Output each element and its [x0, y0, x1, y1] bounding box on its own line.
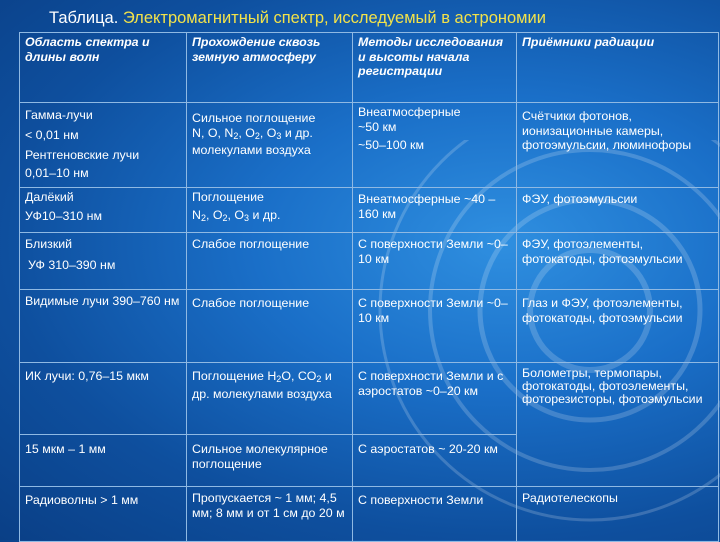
title-rest: Электромагнитный спектр, исследуемый в астрономии [122, 9, 546, 27]
cell-region: 15 мкм – 1 мм [20, 435, 187, 487]
cell-line: молекулами воздуха [192, 143, 311, 158]
table-header-row [20, 33, 719, 103]
cell-atmosphere: Слабое поглощение [187, 290, 353, 363]
text-part: , O [205, 207, 223, 222]
cell-line: УФ10–310 нм [25, 208, 103, 223]
cell-line: Близкий [25, 237, 73, 251]
text-part: , O [259, 125, 277, 140]
subscript: 2 [233, 130, 239, 141]
cell-receivers: Болометры, термопары, фотокатоды, фотоэлементы, фоторезисторы, фотоэмульсии [517, 363, 719, 487]
cell-methods [353, 103, 517, 188]
text-part: и др. молекулами воздуха [192, 369, 332, 401]
slide-title [49, 6, 546, 30]
text-part: N, O, N [192, 125, 234, 140]
cell-line: Далёкий [25, 190, 74, 204]
cell-line: 0,01–10 нм [25, 166, 89, 180]
cell-methods: С аэростатов ~ 20-20 км [353, 435, 517, 487]
header-cell-region: Область спектра и длины волн [20, 33, 187, 103]
cell-atmosphere [187, 363, 353, 435]
subscript: 2 [316, 374, 322, 384]
cell-region: ИК лучи: 0,76–15 мкм [20, 363, 187, 435]
cell-line: ~50–100 км [358, 138, 424, 153]
header-cell-atmosphere: Прохождение сквозь земную атмосферу [187, 33, 353, 103]
text-part: , O [227, 207, 245, 222]
text-part: N [192, 207, 201, 222]
cell-methods: С поверхности Земли [353, 487, 517, 542]
table-row-radio [20, 487, 719, 542]
cell-line [192, 208, 347, 226]
header-cell-receivers: Приёмники радиации [517, 33, 719, 103]
cell-receivers: ФЭУ, фотоэмульсии [517, 188, 719, 233]
subscript: 2 [276, 374, 282, 384]
table-row-gamma [20, 103, 719, 188]
subscript: 3 [276, 130, 282, 141]
cell-atmosphere: Сильное молекулярное поглощение [187, 435, 353, 487]
cell-line: Поглощение [192, 190, 264, 204]
cell-region [20, 233, 187, 290]
cell-atmosphere [187, 103, 353, 188]
subscript: 2 [254, 130, 260, 141]
subscript: 3 [244, 212, 250, 223]
cell-region [20, 103, 187, 188]
cell-line [192, 126, 347, 144]
cell-line: Гамма-лучи [25, 108, 93, 122]
cell-atmosphere: Слабое поглощение [187, 233, 353, 290]
cell-methods: С поверхности Земли ~0–10 км [353, 233, 517, 290]
text-part: , O [238, 125, 255, 140]
subscript: 2 [200, 212, 206, 223]
cell-methods: С поверхности Земли и с аэростатов ~0–20 км [353, 363, 517, 435]
cell-line: ~50 км [358, 119, 397, 134]
cell-line: < 0,01 нм [25, 128, 79, 142]
text-part: и др. [281, 125, 313, 140]
cell-region: Радиоволны > 1 мм [20, 487, 187, 542]
text-part: и др. [249, 207, 281, 222]
cell-line: Внеатмосферные [358, 105, 461, 119]
cell-line: Сильное поглощение [192, 111, 316, 125]
cell-atmosphere: Пропускается ~ 1 мм; 4,5 мм; 8 мм и от 1 см до 20 м [187, 487, 353, 542]
header-cell-methods: Методы исследования и высоты начала регистрации [353, 33, 517, 103]
cell-receivers: Глаз и ФЭУ, фотоэлементы, фотокатоды, фотоэмульсии [517, 290, 719, 363]
spectrum-table [19, 32, 719, 542]
cell-methods: С поверхности Земли ~0–10 км [353, 290, 517, 363]
table-row-near-uv [20, 233, 719, 290]
table-row-visible [20, 290, 719, 363]
subscript: 2 [222, 212, 228, 223]
text-part: Поглощение H [192, 369, 277, 383]
cell-region: Видимые лучи 390–760 нм [20, 290, 187, 363]
cell-line: Рентгеновские лучи [25, 148, 140, 162]
cell-region [20, 188, 187, 233]
cell-atmosphere [187, 188, 353, 233]
cell-line: УФ 310–390 нм [28, 257, 116, 272]
table-row-ir [20, 363, 719, 435]
cell-receivers: Счётчики фотонов, ионизационные камеры, фотоэмульсии, люминофоры [517, 103, 719, 188]
cell-methods: Внеатмосферные ~40 –160 км [353, 188, 517, 233]
table-row-far-uv [20, 188, 719, 233]
text-part: O, CO [281, 369, 317, 383]
cell-receivers: Радиотелескопы [517, 487, 719, 542]
cell-receivers: ФЭУ, фотоэлементы, фотокатоды, фотоэмульсии [517, 233, 719, 290]
title-lead: Таблица. [49, 9, 123, 27]
